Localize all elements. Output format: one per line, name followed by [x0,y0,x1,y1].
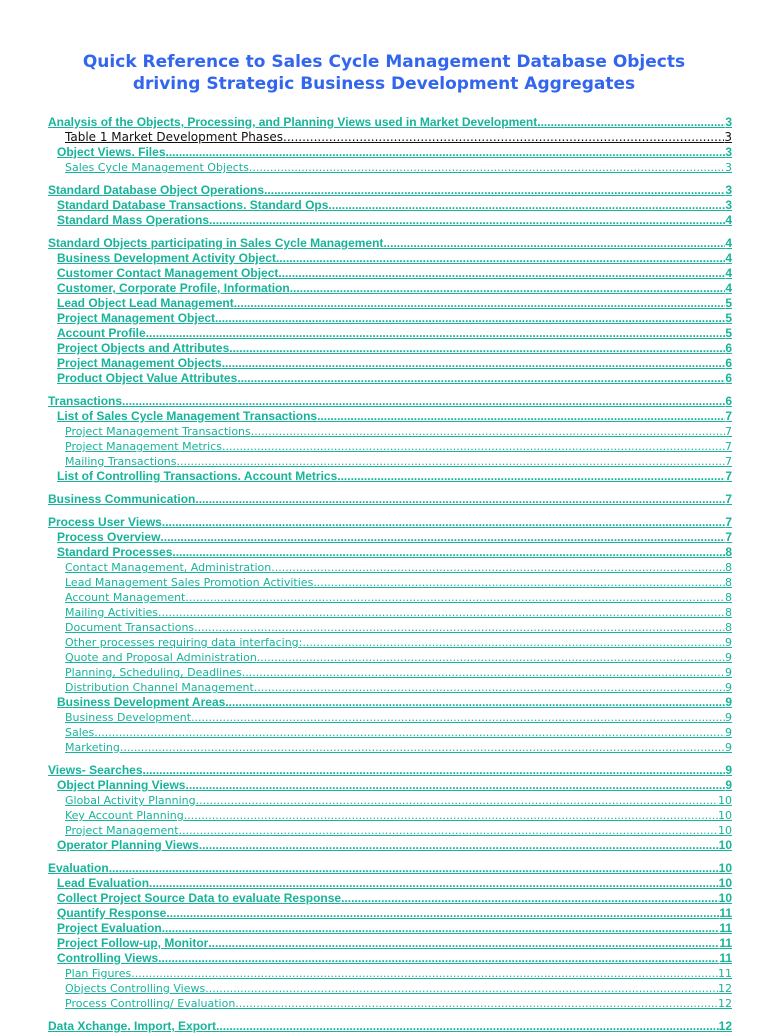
toc-entry[interactable] [57,145,732,160]
toc-entry-title: Global Activity Planning [65,794,196,807]
toc-leader-dots [191,710,725,725]
toc-entry-title: Objects Controlling Views [65,982,206,995]
toc-entry[interactable] [65,605,732,620]
toc-entry-page-number: 6 [725,341,732,355]
toc-entry-page-number: 4 [725,213,732,227]
toc-entry-page-number: 9 [725,695,732,709]
toc-entry[interactable] [57,266,732,281]
toc-leader-dots [199,838,719,853]
toc-entry-title: Standard Database Object Operations [48,183,265,197]
toc-leader-dots [184,808,718,823]
toc-leader-dots [271,560,725,575]
toc-entry-page-number: 9 [725,778,732,792]
toc-entry-page-number: 9 [725,681,732,694]
toc-leader-dots [278,266,725,281]
toc-entry[interactable] [65,680,732,695]
toc-entry-page-number: 8 [725,606,732,619]
toc-entry-title: Account Management [65,591,186,604]
toc-leader-dots [205,981,718,996]
toc-entry[interactable] [65,740,732,755]
toc-entry-page-number: 5 [725,296,732,310]
toc-entry-page-number: 8 [725,591,732,604]
toc-entry[interactable] [65,439,732,454]
toc-entry-page-number: 11 [719,906,732,920]
toc-leader-dots [242,665,725,680]
toc-entry-page-number: 11 [719,936,732,950]
toc-entry[interactable] [57,695,732,710]
toc-entry-title: Business Communication [48,492,196,506]
title-line-1: Quick Reference to Sales Cycle Management Database Objects [82,52,686,72]
toc-entry-page-number: 12 [718,997,732,1010]
toc-leader-dots [209,213,725,228]
toc-entry-title: Plan Figures [65,967,132,980]
toc-entry-title: List of Controlling Transactions. Account Metrics [57,469,338,483]
toc-entry[interactable] [65,590,732,605]
toc-entry-page-number: 7 [725,469,732,483]
toc-entry-title: Object Planning Views [57,778,186,792]
toc-entry-title: Project Management [65,824,179,837]
toc-entry-title: Quote and Proposal Administration [65,651,257,664]
toc-entry-page-number: 10 [718,794,732,807]
toc-entry-page-number: 5 [725,311,732,325]
toc-entry-page-number: 9 [725,666,732,679]
toc-leader-dots [222,439,725,454]
toc-entry[interactable] [65,981,732,996]
toc-entry-page-number: 4 [725,236,732,250]
toc-entry[interactable] [48,763,732,778]
toc-entry-page-number: 7 [725,440,732,453]
toc-entry-title: List of Sales Cycle Management Transactions [57,409,318,423]
toc-entry-page-number: 9 [725,711,732,724]
toc-leader-dots [162,515,725,530]
toc-entry[interactable] [57,409,732,424]
toc-entry-title: Marketing [65,741,120,754]
toc-entry-page-number: 6 [725,371,732,385]
toc-entry[interactable] [57,213,732,228]
toc-leader-dots [313,575,725,590]
toc-leader-dots [185,590,725,605]
toc-entry-title: Project Management Metrics [65,440,223,453]
toc-entry-title: Distribution Channel Management [65,681,254,694]
toc-entry[interactable] [65,424,732,439]
toc-entry[interactable] [65,823,732,838]
document-title [40,51,728,95]
toc-leader-dots [215,311,725,326]
toc-leader-dots [194,620,725,635]
toc-entry[interactable] [48,236,732,251]
toc-entry[interactable] [57,356,732,371]
toc-entry[interactable] [48,1019,732,1034]
toc-entry[interactable] [65,160,732,175]
toc-entry-page-number: 7 [725,409,732,423]
toc-entry-title: Customer, Corporate Profile, Information [57,281,290,295]
toc-entry[interactable] [57,326,732,341]
toc-entry[interactable] [65,665,732,680]
toc-leader-dots [196,793,718,808]
toc-entry-title: Standard Processes [57,545,173,559]
toc-entry-page-number: 3 [725,183,732,197]
toc-entry-title: Planning, Scheduling, Deadlines [65,666,242,679]
toc-leader-dots [257,650,725,665]
toc-entry-page-number: 3 [725,161,732,174]
toc-entry-page-number: 9 [725,741,732,754]
toc-leader-dots [162,921,720,936]
toc-entry-title: Key Account Planning [65,809,184,822]
toc-entry-page-number: 7 [725,492,732,506]
toc-leader-dots [290,281,726,296]
toc-entry[interactable] [48,515,732,530]
toc-leader-dots [208,936,719,951]
toc-entry-page-number: 6 [725,356,732,370]
toc-entry[interactable] [48,183,732,198]
toc-leader-dots [225,695,725,710]
toc-entry-title: Process Controlling/ Evaluation [65,997,236,1010]
toc-entry-page-number: 8 [725,561,732,574]
toc-leader-dots [185,778,725,793]
toc-entry-page-number: 10 [718,861,732,875]
toc-entry-title: Lead Evaluation [57,876,150,890]
toc-entry-title: Table 1 Market Development Phases [65,130,284,144]
toc-entry[interactable] [65,130,732,145]
toc-entry-title: Sales Cycle Management Objects [65,161,249,174]
toc-entry-title: Business Development [65,711,192,724]
toc-entry[interactable] [57,921,732,936]
toc-entry[interactable] [65,650,732,665]
toc-entry-title: Quantify Response [57,906,167,920]
toc-entry-title: Document Transactions [65,621,195,634]
toc-entry[interactable] [65,560,732,575]
toc-entry-title: Project Follow-up, Monitor [57,936,209,950]
toc-entry[interactable] [57,198,732,213]
toc-leader-dots [251,424,725,439]
toc-entry-title: Analysis of the Objects, Processing, and Planning Views used in Market Development [48,115,538,129]
toc-entry-title: Views- Searches [48,763,143,777]
toc-entry-page-number: 10 [718,824,732,837]
toc-leader-dots [328,198,725,213]
toc-entry-title: Process User Views [48,515,162,529]
toc-entry-page-number: 4 [725,266,732,280]
toc-entry[interactable] [65,966,732,981]
toc-entry[interactable] [57,936,732,951]
toc-entry-page-number: 10 [718,891,732,905]
toc-leader-dots [195,492,725,507]
toc-entry-title: Product Object Value Attributes [57,371,238,385]
toc-entry-title: Contact Management, Administration [65,561,272,574]
toc-entry-page-number: 3 [724,130,732,144]
toc-entry[interactable] [65,996,732,1011]
toc-entry-page-number: 8 [725,621,732,634]
toc-leader-dots [249,160,725,175]
toc-entry[interactable] [65,710,732,725]
toc-entry[interactable] [57,891,732,906]
toc-entry-title: Process Overview [57,530,161,544]
toc-entry-title: Project Management Object [57,311,216,325]
toc-entry-page-number: 7 [725,455,732,468]
toc-entry-title: Project Evaluation [57,921,162,935]
toc-entry[interactable] [57,371,732,386]
toc-entry[interactable] [57,469,732,484]
toc-leader-dots [122,394,725,409]
toc-entry-page-number: 5 [725,326,732,340]
toc-entry[interactable] [57,778,732,793]
toc-entry-title: Other processes requiring data interfacing: [65,636,303,649]
toc-leader-dots [337,469,725,484]
toc-leader-dots [143,763,726,778]
toc-entry-page-number: 9 [725,636,732,649]
toc-entry[interactable] [65,620,732,635]
toc-entry-title: Data Xchange. Import, Export. [48,1019,220,1033]
toc-entry-page-number: 8 [725,545,732,559]
toc-leader-dots [158,605,725,620]
toc-leader-dots [254,680,725,695]
toc-entry-title: Project Management Transactions [65,425,251,438]
toc-leader-dots [317,409,725,424]
toc-leader-dots [234,296,726,311]
toc-leader-dots [149,876,719,891]
toc-entry-title: Project Objects and Attributes [57,341,230,355]
toc-entry-page-number: 10 [718,809,732,822]
toc-leader-dots [264,183,725,198]
toc-entry-title: Collect Project Source Data to evaluate Response [57,891,342,905]
toc-entry-page-number: 7 [725,515,732,529]
toc-entry[interactable] [65,454,732,469]
toc-entry-page-number: 7 [725,425,732,438]
title-line-2: driving Strategic Business Development Aggregates [132,74,636,94]
toc-entry[interactable] [57,906,732,921]
toc-entry[interactable] [57,251,732,266]
toc-entry-title: Mailing Transactions [65,455,177,468]
toc-entry[interactable] [65,635,732,650]
toc-entry-title: Operator Planning Views [57,838,199,852]
toc-entry-title: Transactions [48,394,123,408]
toc-leader-dots [229,341,725,356]
toc-entry[interactable] [57,530,732,545]
toc-leader-dots [166,906,719,921]
toc-entry[interactable] [57,876,732,891]
toc-entry-title: Business Development Activity Object [57,251,276,265]
toc-entry[interactable] [57,311,732,326]
toc-entry-title: Mailing Activities [65,606,159,619]
toc-entry-page-number: 12 [718,982,732,995]
toc-entry-page-number: 11 [718,967,732,980]
toc-entry-title: Lead Management Sales Promotion Activities [65,576,314,589]
toc-leader-dots [158,951,719,966]
toc-entry[interactable] [65,793,732,808]
toc-leader-dots [222,356,726,371]
toc-leader-dots [146,326,726,341]
toc-entry-title: Evaluation [48,861,109,875]
toc-entry-page-number: 11 [719,951,732,965]
toc-entry[interactable] [57,951,732,966]
toc-entry-title: Sales [65,726,95,739]
toc-leader-dots [177,454,725,469]
toc-entry-title: Customer Contact Management Object [57,266,279,280]
toc-entry[interactable] [65,725,732,740]
toc-entry-title: Object Views. Files [57,145,166,159]
toc-entry-page-number: 12 [718,1019,732,1033]
toc-entry[interactable] [48,394,732,409]
toc-entry-title: Controlling Views [57,951,159,965]
toc-entry-page-number: 7 [725,530,732,544]
toc-entry-title: Lead Object Lead Management [57,296,234,310]
toc-leader-dots [166,145,726,160]
toc-entry[interactable] [65,808,732,823]
toc-entry-page-number: 10 [718,876,732,890]
toc-leader-dots [302,635,725,650]
toc-leader-dots [341,891,719,906]
toc-entry-page-number: 10 [718,838,732,852]
toc-entry-page-number: 3 [725,145,732,159]
toc-leader-dots [179,823,718,838]
toc-entry-page-number: 9 [725,726,732,739]
toc-leader-dots [537,115,725,130]
toc-entry-page-number: 9 [725,651,732,664]
table-of-contents [0,115,768,1034]
toc-leader-dots [283,130,724,145]
toc-leader-dots [120,740,725,755]
toc-leader-dots [383,236,725,251]
toc-leader-dots [109,861,719,876]
toc-entry[interactable] [48,115,732,130]
toc-entry-page-number: 3 [725,198,732,212]
toc-entry[interactable] [57,341,732,356]
toc-entry-page-number: 9 [725,763,732,777]
toc-leader-dots [94,725,725,740]
toc-entry[interactable] [57,296,732,311]
toc-leader-dots [131,966,718,981]
toc-leader-dots [172,545,725,560]
toc-entry[interactable] [57,545,732,560]
toc-leader-dots [219,1019,718,1034]
toc-entry-page-number: 8 [725,576,732,589]
toc-leader-dots [276,251,725,266]
toc-entry-title: Standard Mass Operations [57,213,210,227]
toc-entry-page-number: 6 [725,394,732,408]
toc-entry[interactable] [48,861,732,876]
toc-leader-dots [237,371,725,386]
toc-entry[interactable] [65,575,732,590]
toc-entry-title: Project Management Objects [57,356,222,370]
toc-entry-page-number: 3 [725,115,732,129]
toc-entry-title: Account Profile [57,326,146,340]
toc-entry-title: Standard Database Transactions. Standard Ops [57,198,329,212]
toc-leader-dots [160,530,725,545]
toc-entry-page-number: 4 [725,251,732,265]
toc-entry[interactable] [57,838,732,853]
toc-leader-dots [235,996,718,1011]
toc-entry-page-number: 11 [719,921,732,935]
toc-entry[interactable] [48,492,732,507]
toc-entry-title: Business Development Areas [57,695,226,709]
toc-entry-title: Standard Objects participating in Sales Cycle Management [48,236,384,250]
toc-entry-page-number: 4 [725,281,732,295]
toc-entry[interactable] [57,281,732,296]
